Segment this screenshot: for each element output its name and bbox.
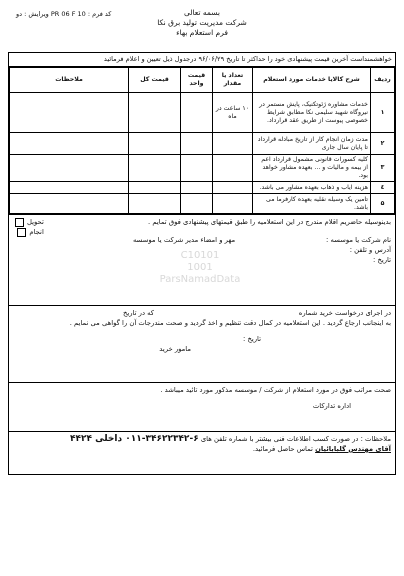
form-title: فرم استعلام بهاء (176, 28, 228, 37)
notes-cell[interactable] (10, 133, 129, 155)
notes-section (9, 431, 395, 474)
purchase-officer-label: مامور خرید (159, 345, 191, 353)
intro-text: خواهشمنداست آخرین قیمت پیشنهادی خود را حداکثر تا تاریخ ۹۶/۰۶/۲۹ درجدول ذیل تعیین و اعلام فرمائید (9, 53, 395, 67)
total-price-cell[interactable] (129, 155, 181, 182)
bismillah: بسمه تعالی (183, 8, 221, 17)
check-delivery-label: تحویل (27, 218, 44, 226)
procurement-dept-label: اداره تدارکات (312, 402, 351, 410)
purchase-request-label: در اجرای درخواست خرید شماره (298, 309, 391, 317)
form-header (8, 8, 396, 52)
supplier-section (9, 214, 395, 305)
check-delivery[interactable] (15, 217, 44, 227)
row-desc: کلیه کسورات قانونی مشمول قرارداد اعم از بیمه و مالیات و ... بعهده مشاور خواهد بود. (253, 155, 371, 182)
phone-number: ۶-۳۴۶۲۲۳۴۲-۰۱۱ داخلی ۴۴۲۴ (70, 434, 199, 444)
notes-text: ملاحظات : در صورت کسب اطلاعات فنی بیشتر با شماره تلفن های (200, 435, 391, 443)
table-row (10, 194, 395, 214)
contact-person: آقای مهندس گلبابائیان (315, 445, 391, 453)
notes-line (13, 434, 391, 444)
total-price-cell[interactable] (129, 93, 181, 133)
form-code: کد فرم : PR 06 F 10 ویرایش : دو (16, 10, 112, 18)
row-number: ۲ (371, 133, 395, 155)
col-row: ردیف (371, 68, 395, 93)
delivery-checks (15, 217, 44, 237)
total-price-cell[interactable] (129, 194, 181, 214)
purchase-line1 (13, 308, 391, 318)
total-price-cell[interactable] (129, 133, 181, 155)
supplier-address-label: آدرس و تلفن : (349, 246, 391, 254)
row-qty: ۱۰ ساعت در ماه (213, 93, 253, 133)
unit-price-cell[interactable] (181, 194, 213, 214)
supplier-commit: بدینوسیله حاضریم اقلام مندرج در این استعلامیه را طبق قیمتهای پیشنهادی فوق تمایم . (148, 218, 391, 226)
check-execution[interactable] (15, 227, 44, 237)
watermark-line: C10101 (180, 250, 220, 261)
supplier-stamp-label: مهر و امضاء مدیر شرکت یا موسسه (133, 236, 236, 244)
row-desc: تامین یک وسیله نقلیه بعهده کارفرما می باشد. (253, 194, 371, 214)
row-number: ٤ (371, 182, 395, 194)
col-notes: ملاحظات (10, 68, 129, 93)
col-total: قیمت کل (129, 68, 181, 93)
table-row (10, 155, 395, 182)
check-execution-label: انجام (29, 228, 44, 236)
notes-cell[interactable] (10, 182, 129, 194)
row-number: ۳ (371, 155, 395, 182)
items-table (9, 67, 395, 214)
contact-line (13, 444, 391, 454)
row-desc: هزینه ایاب و ذهاب بعهده مشاور می باشد. (253, 182, 371, 194)
row-number: ۵ (371, 194, 395, 214)
purchase-date-ref: که در تاریخ (123, 309, 155, 317)
row-qty (213, 155, 253, 182)
table-row (10, 182, 395, 194)
company-name: شرکت مدیریت تولید برق نکا (157, 18, 247, 27)
supplier-name-label: نام شرکت یا موسسه : (326, 236, 391, 244)
purchase-certify-text: به اینجانب ارجاع گردید . این استعلامیه در کمال دقت تنظیم و اخذ گردید و صحت مندرجات آن را گواهی می نمایم . (69, 319, 391, 327)
row-qty (213, 194, 253, 214)
col-unit-price: قیمت واحد (181, 68, 213, 93)
watermark-line: 1001 (187, 262, 213, 273)
table-row (10, 93, 395, 133)
supplier-date-label: تاریخ : (373, 256, 391, 264)
row-qty (213, 133, 253, 155)
purchase-date-label: تاریخ : (243, 335, 261, 343)
table-row (10, 133, 395, 155)
row-qty (213, 182, 253, 194)
notes-cell[interactable] (10, 155, 129, 182)
form-frame (8, 52, 396, 475)
purchase-section (9, 305, 395, 382)
unit-price-cell[interactable] (181, 182, 213, 194)
supplier-name-row (13, 235, 391, 245)
execution-checkbox[interactable] (17, 228, 26, 237)
approval-text: صحت مراتب فوق در مورد استعلام از شرکت / موسسه مذکور مورد تائید میباشد . (160, 386, 391, 394)
notes-cell[interactable] (10, 194, 129, 214)
unit-price-cell[interactable] (181, 93, 213, 133)
row-desc: خدمات مشاوره ژئوتکنیک، پایش مستمر در نیروگاه شهید سلیمی نکا مطابق شرایط خصوصی پیوست از طریق عقد قرارداد. (253, 93, 371, 133)
col-qty: تعداد یا مقدار (213, 68, 253, 93)
notes-cell[interactable] (10, 93, 129, 133)
approval-section (9, 382, 395, 431)
delivery-checkbox[interactable] (15, 218, 24, 227)
unit-price-cell[interactable] (181, 133, 213, 155)
row-desc: مدت زمان انجام کار از تاریخ مبادله قرارداد تا پایان سال جاری (253, 133, 371, 155)
table-header-row (10, 68, 395, 93)
total-price-cell[interactable] (129, 182, 181, 194)
watermark-line: ParsNamadData (159, 274, 241, 285)
unit-price-cell[interactable] (181, 155, 213, 182)
contact-rest: تماس حاصل فرمائید. (252, 445, 313, 453)
row-number: ۱ (371, 93, 395, 133)
col-desc: شرح کالایا خدمات مورد استعلام (253, 68, 371, 93)
